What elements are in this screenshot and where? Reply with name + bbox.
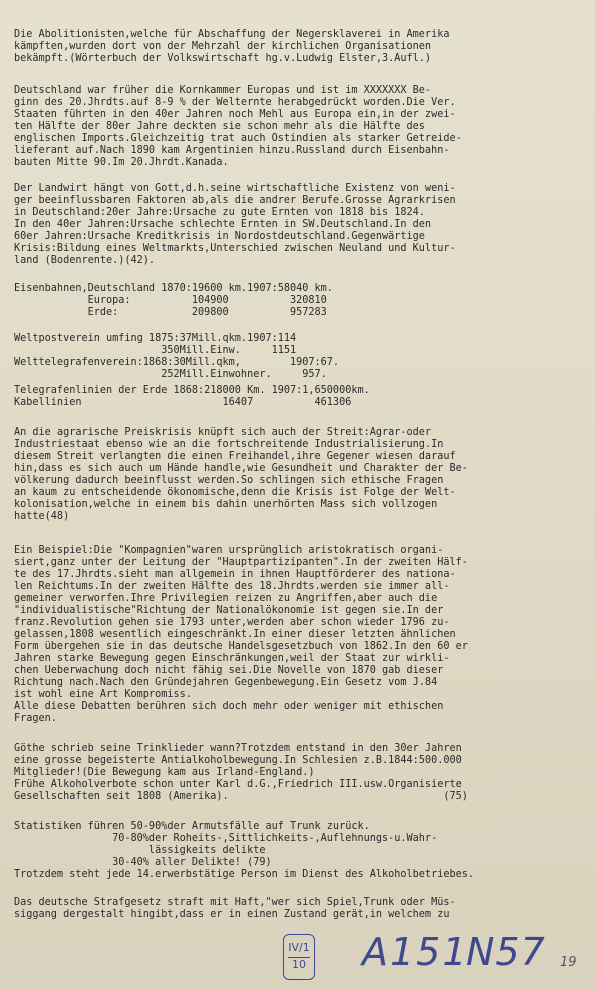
text-line: An die agrarische Preiskrisis knüpft sich auch der Streit:Agrar-oder: [14, 427, 432, 438]
handwritten-archive-code: A151: [362, 930, 469, 974]
text-line: Göthe schrieb seine Trinklieder wann?Trotzdem entstand in den 30er Jahren: [14, 743, 462, 754]
text-line: Die Abolitionisten,welche für Abschaffung der Negersklaverei in Amerika: [14, 29, 450, 40]
text-line: 60er Jahren:Ursache Kreditkrisis in Nordostdeutschland.Gegenwärtige: [14, 231, 425, 242]
text-line: völkerung dadurch beeinflusst werden.So schlingen sich ethische Fragen: [14, 475, 444, 486]
text-line: Gesellschaften seit 1808 (Amerika). (75): [14, 791, 468, 802]
text-line: 30-40% aller Delikte! (79): [14, 857, 272, 868]
text-line: diesem Streit verlangten die einen Freihandel,ihre Gegener wiesen darauf: [14, 451, 456, 462]
handwritten-number: N57: [466, 930, 546, 974]
text-line: ginn des 20.Jhrdts.auf 8-9 % der Welternte herabgedrückt worden.Die Ver.: [14, 97, 456, 108]
text-line: kolonisation,welche in einem bis dahin unerhörten Mass sich vollzogen: [14, 499, 438, 510]
text-line: Krisis:Bildung eines Weltmarkts,Unterschied zwischen Neuland und Kultur-: [14, 243, 456, 254]
text-line: Mitglieder!(Die Bewegung kam aus Irland-England.): [14, 767, 315, 778]
text-line: Jahren starke Bewegung gegen Einschränkungen,weil der Staat zur wirkli-: [14, 653, 450, 664]
text-line: 350Mill.Einw. 1151: [14, 345, 297, 356]
text-line: siggang dergestalt hingibt,dass er in einen Zustand gerät,in welchem zu: [14, 909, 450, 920]
text-line: an kaum zu entscheidende ökonomische,denn die Krisis ist Folge der Welt-: [14, 487, 456, 498]
text-line: ger beeinflussbaren Faktoren ab,als die andrer Berufe.Grosse Agrarkrisen: [14, 195, 456, 206]
text-line: englischen Imports.Gleichzeitig trat auch Ostindien als starker Getreide-: [14, 133, 462, 144]
text-line: In den 40er Jahren:Ursache schlechte Ernten in SW.Deutschland.In den: [14, 219, 432, 230]
text-line: Deutschland war früher die Kornkammer Europas und ist im XXXXXXX Be-: [14, 85, 432, 96]
text-line: Welttelegrafenverein:1868:30Mill.qkm, 1907:67.: [14, 357, 340, 368]
text-line: land (Bodenrente.)(42).: [14, 255, 156, 266]
text-line: ist wohl eine Art Kompromiss.: [14, 689, 192, 700]
text-line: Weltpostverein umfing 1875:37Mill.qkm.1907:114: [14, 333, 297, 344]
text-line: kämpften,wurden dort von der Mehrzahl der kirchlichen Organisationen: [14, 41, 432, 52]
text-line: Industriestaat ebenso wie an die fortschreitende Industrialisierung.In: [14, 439, 444, 450]
text-line: gemeiner verworfen.Ihre Privilegien reizen zu Angriffen,aber auch die: [14, 593, 438, 604]
text-line: siert,ganz unter der Leitung der "Hauptpartizipanten".In der zweiten Hälf-: [14, 557, 468, 568]
text-line: Statistiken führen 50-90%der Armutsfälle auf Trunk zurück.: [14, 821, 370, 832]
text-line: Staaten führten in den 40er Jahren noch Mehl aus Europa ein,in der zwei-: [14, 109, 456, 120]
text-line: in Deutschland:20er Jahre:Ursache zu gute Ernten von 1818 bis 1824.: [14, 207, 425, 218]
text-line: lässigkeits delikte: [14, 845, 266, 856]
text-line: 70-80%der Roheits-,Sittlichkeits-,Auflehnungs-u.Wahr-: [14, 833, 438, 844]
text-line: Ein Beispiel:Die "Kompagnien"waren ursprünglich aristokratisch organi-: [14, 545, 444, 556]
text-line: chen Ueberwachung doch nicht fähig sei.Die Novelle von 1870 gab dieser: [14, 665, 444, 676]
text-line: lieferant auf.Nach 1890 kam Argentinien hinzu.Russland durch Eisenbahn-: [14, 145, 450, 156]
text-line: hin,dass es sich auch um Hände handle,wie Gesundheit und Charakter der Be-: [14, 463, 468, 474]
text-line: Der Landwirt hängt von Gott,d.h.seine wirtschaftliche Existenz von weni-: [14, 183, 456, 194]
archive-stamp: [283, 934, 315, 980]
text-line: Richtung nach.Nach den Gründejahren Gegenbewegung.Ein Gesetz vom J.84: [14, 677, 438, 688]
text-line: "individualistische"Richtung der Nationalökonomie ist gegen sie.In der: [14, 605, 444, 616]
text-line: Europa: 104900 320810: [14, 295, 327, 306]
text-line: ten Hälfte der 80er Jahre deckten sie schon mehr als die Hälfte des: [14, 121, 425, 132]
text-line: Fragen.: [14, 713, 57, 724]
stamp-bottom: 10: [292, 958, 306, 971]
text-line: Trotzdem steht jede 14.erwerbstätige Person im Dienst des Alkoholbetriebes.: [14, 869, 475, 880]
text-line: Kabellinien 16407 461306: [14, 397, 352, 408]
text-line: te des 17.Jhrdts.sieht man allgemein in ihnen Hauptförderer des nationa-: [14, 569, 456, 580]
text-line: Form übergehen sie in das deutsche Handelsgesetzbuch von 1862.In den 60 er: [14, 641, 468, 652]
text-line: 252Mill.Einwohner. 957.: [14, 369, 327, 380]
text-line: Eisenbahnen,Deutschland 1870:19600 km.1907:58040 km.: [14, 283, 333, 294]
text-line: Frühe Alkoholverbote schon unter Karl d.G.,Friedrich III.usw.Organisierte: [14, 779, 462, 790]
text-line: Alle diese Debatten berühren sich doch mehr oder weniger mit ethischen: [14, 701, 444, 712]
handwritten-page-number: 19: [560, 955, 577, 970]
text-line: bauten Mitte 90.Im 20.Jhrdt.Kanada.: [14, 157, 229, 168]
text-line: eine grosse begeisterte Antialkoholbewegung.In Schlesien z.B.1844:500.000: [14, 755, 462, 766]
text-line: franz.Revolution gehen sie 1793 unter,werden aber schon wieder 1796 zu-: [14, 617, 450, 628]
stamp-top: IV/1: [288, 941, 310, 954]
text-line: Telegrafenlinien der Erde 1868:218000 Km. 1907:1,650000km.: [14, 385, 370, 396]
text-line: bekämpft.(Wörterbuch der Volkswirtschaft hg.v.Ludwig Elster,3.Aufl.): [14, 53, 432, 64]
text-line: Erde: 209800 957283: [14, 307, 327, 318]
text-line: gelassen,1808 wesentlich eingeschränkt.In einer dieser letzten ähnlichen: [14, 629, 456, 640]
text-line: hatte(48): [14, 511, 70, 522]
text-line: len Reichtums.In der zweiten Hälfte des 18.Jhrdts.werden sie immer all-: [14, 581, 450, 592]
text-line: Das deutsche Strafgesetz straft mit Haft,"wer sich Spiel,Trunk oder Müs-: [14, 897, 456, 908]
